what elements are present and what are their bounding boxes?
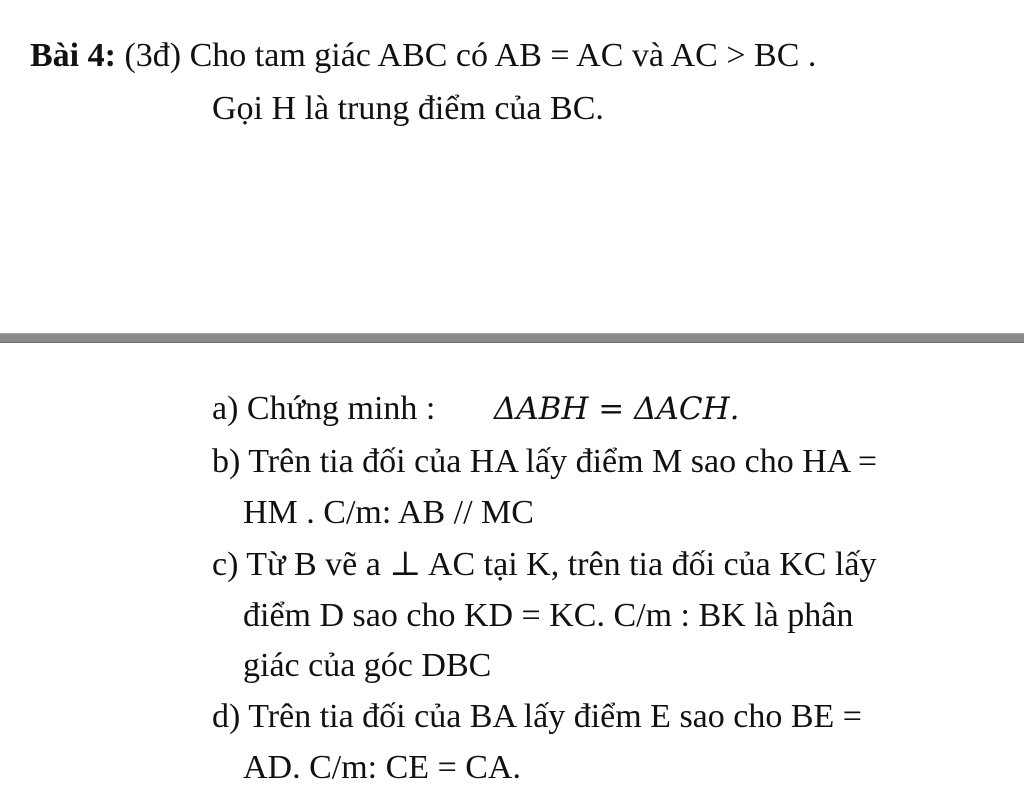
- part-b-line2: HM . C/m: AB // MC: [243, 494, 534, 531]
- part-d-line2: AD. C/m: CE = CA.: [243, 749, 521, 786]
- problem-header: [30, 36, 816, 76]
- part-d-line1: d) Trên tia đối của BA lấy điểm E sao cho BE =: [212, 698, 862, 735]
- problem-points: (3đ): [124, 37, 182, 74]
- part-a: [212, 389, 740, 429]
- part-c-line2: điểm D sao cho KD = KC. C/m : BK là phân: [243, 597, 854, 634]
- problem-statement-line1: Cho tam giác ABC có AB = AC và AC > BC .: [189, 37, 817, 74]
- problem-statement-line2: Gọi H là trung điểm của BC.: [212, 90, 604, 127]
- part-c-line1: c) Từ B vẽ a ⊥ AC tại K, trên tia đối của KC lấy: [212, 546, 877, 583]
- part-b-line1: b) Trên tia đối của HA lấy điểm M sao cho HA =: [212, 443, 878, 480]
- part-c-line3: giác của góc DBC: [243, 647, 492, 684]
- section-divider: [0, 333, 1024, 343]
- problem-label: Bài 4:: [30, 37, 116, 74]
- part-a-formula: ΔABH = ΔACH.: [493, 391, 740, 427]
- part-a-prefix: a) Chứng minh :: [212, 390, 436, 427]
